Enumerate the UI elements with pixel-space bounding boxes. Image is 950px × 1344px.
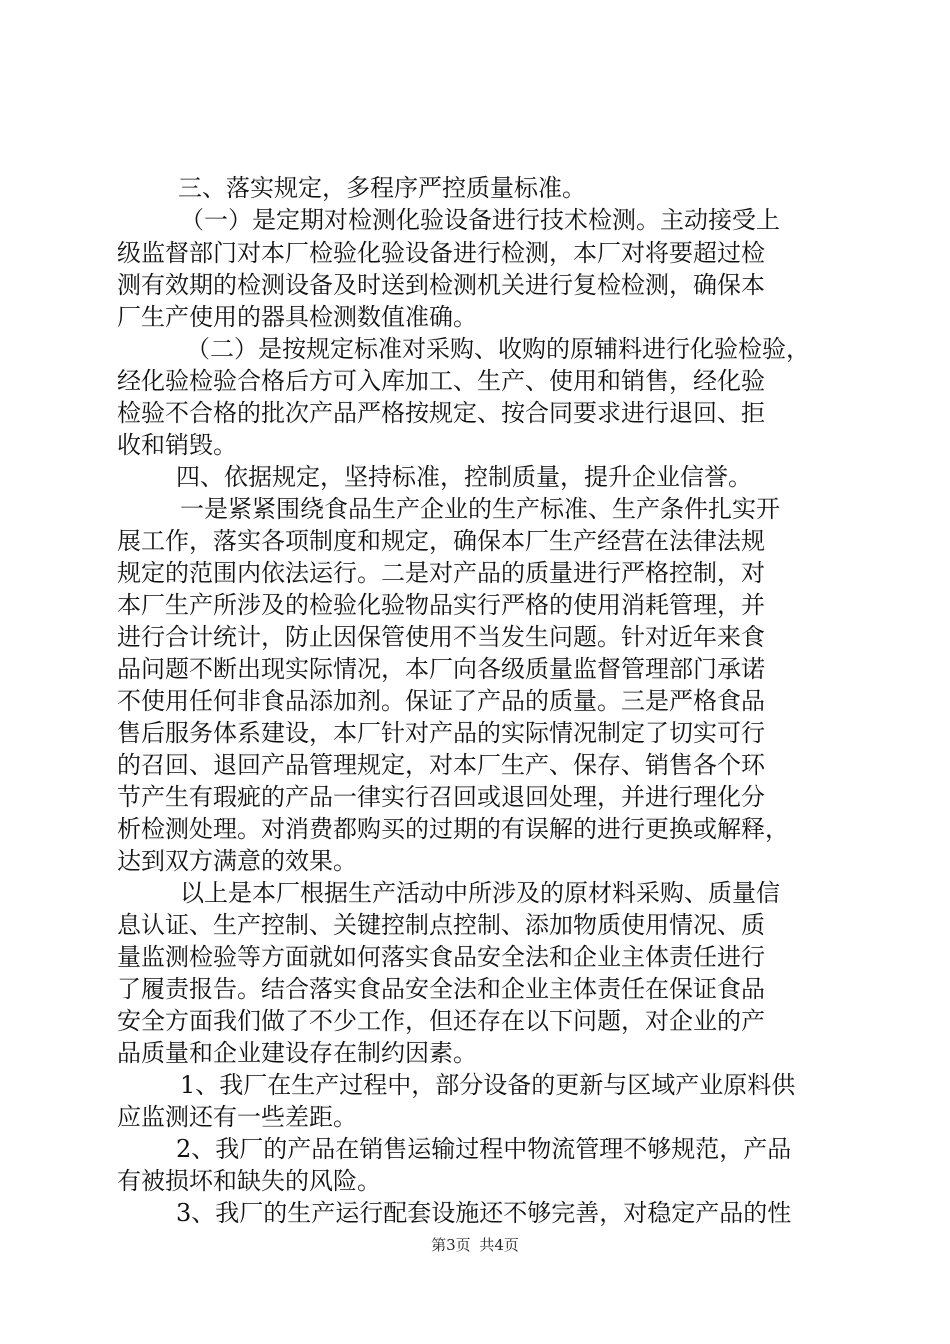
text-line: 有被损坏和缺失的风险。	[117, 1167, 381, 1195]
text-line: 级监督部门对本厂检验化验设备进行检测，本厂对将要超过检	[117, 239, 765, 267]
text-line: 售后服务体系建设，本厂针对产品的实际情况制定了切实可行	[117, 719, 765, 747]
text-line: 检验不合格的批次产品严格按规定、按合同要求进行退回、拒	[117, 399, 765, 427]
text-line: 1、我厂在生产过程中，部分设备的更新与区域产业原料供	[180, 1071, 796, 1099]
text-line: 测有效期的检测设备及时送到检测机关进行复检检测，确保本	[117, 271, 765, 299]
text-line: 四、依据规定，坚持标准，控制质量，提升企业信誉。	[176, 463, 752, 491]
text-line: 品问题不断出现实际情况，本厂向各级质量监督管理部门承诺	[117, 655, 765, 683]
text-line: 规定的范围内依法运行。二是对产品的质量进行严格控制，对	[117, 559, 765, 587]
page-footer	[0, 1235, 950, 1255]
text-line: 收和销毁。	[117, 431, 237, 459]
text-line: 节产生有瑕疵的产品一律实行召回或退回处理，并进行理化分	[117, 783, 765, 811]
text-line: 展工作，落实各项制度和规定，确保本厂生产经营在法律法规	[117, 527, 765, 555]
text-line: 本厂生产所涉及的检验化验物品实行严格的使用消耗管理，并	[117, 591, 765, 619]
text-line: （一）是定期对检测化验设备进行技术检测。主动接受上	[180, 206, 780, 234]
text-line: 品质量和企业建设存在制约因素。	[117, 1039, 477, 1067]
text-line: 厂生产使用的器具检测数值准确。	[117, 303, 477, 331]
text-line: 析检测处理。对消费都购买的过期的有误解的进行更换或解释，	[117, 815, 789, 843]
text-line: 息认证、生产控制、关键控制点控制、添加物质使用情况、质	[117, 911, 765, 939]
text-line: 2、我厂的产品在销售运输过程中物流管理不够规范，产品	[176, 1135, 792, 1163]
page-total: 共4页	[479, 1236, 519, 1254]
text-line: 以上是本厂根据生产活动中所涉及的原材料采购、质量信	[180, 879, 780, 907]
text-line: 三、落实规定，多程序严控质量标准。	[178, 174, 586, 202]
text-line: 进行合计统计，防止因保管使用不当发生问题。针对近年来食	[117, 623, 765, 651]
text-line: 了履责报告。结合落实食品安全法和企业主体责任在保证食品	[117, 975, 765, 1003]
text-line: 经化验检验合格后方可入库加工、生产、使用和销售，经化验	[117, 367, 765, 395]
text-line: 不使用任何非食品添加剂。保证了产品的质量。三是严格食品	[117, 687, 765, 715]
text-line: 3、我厂的生产运行配套设施还不够完善，对稳定产品的性	[176, 1199, 792, 1227]
text-line: （二）是按规定标准对采购、收购的原辅料进行化验检验，	[186, 335, 810, 363]
text-line: 应监测还有一些差距。	[117, 1103, 357, 1131]
text-line: 安全方面我们做了不少工作，但还存在以下问题，对企业的产	[117, 1007, 765, 1035]
text-line: 达到双方满意的效果。	[117, 847, 357, 875]
page-number: 第3页	[431, 1236, 471, 1254]
text-line: 的召回、退回产品管理规定，对本厂生产、保存、销售各个环	[117, 751, 765, 779]
text-line: 一是紧紧围绕食品生产企业的生产标准、生产条件扎实开	[180, 495, 780, 523]
text-line: 量监测检验等方面就如何落实食品安全法和企业主体责任进行	[117, 943, 765, 971]
